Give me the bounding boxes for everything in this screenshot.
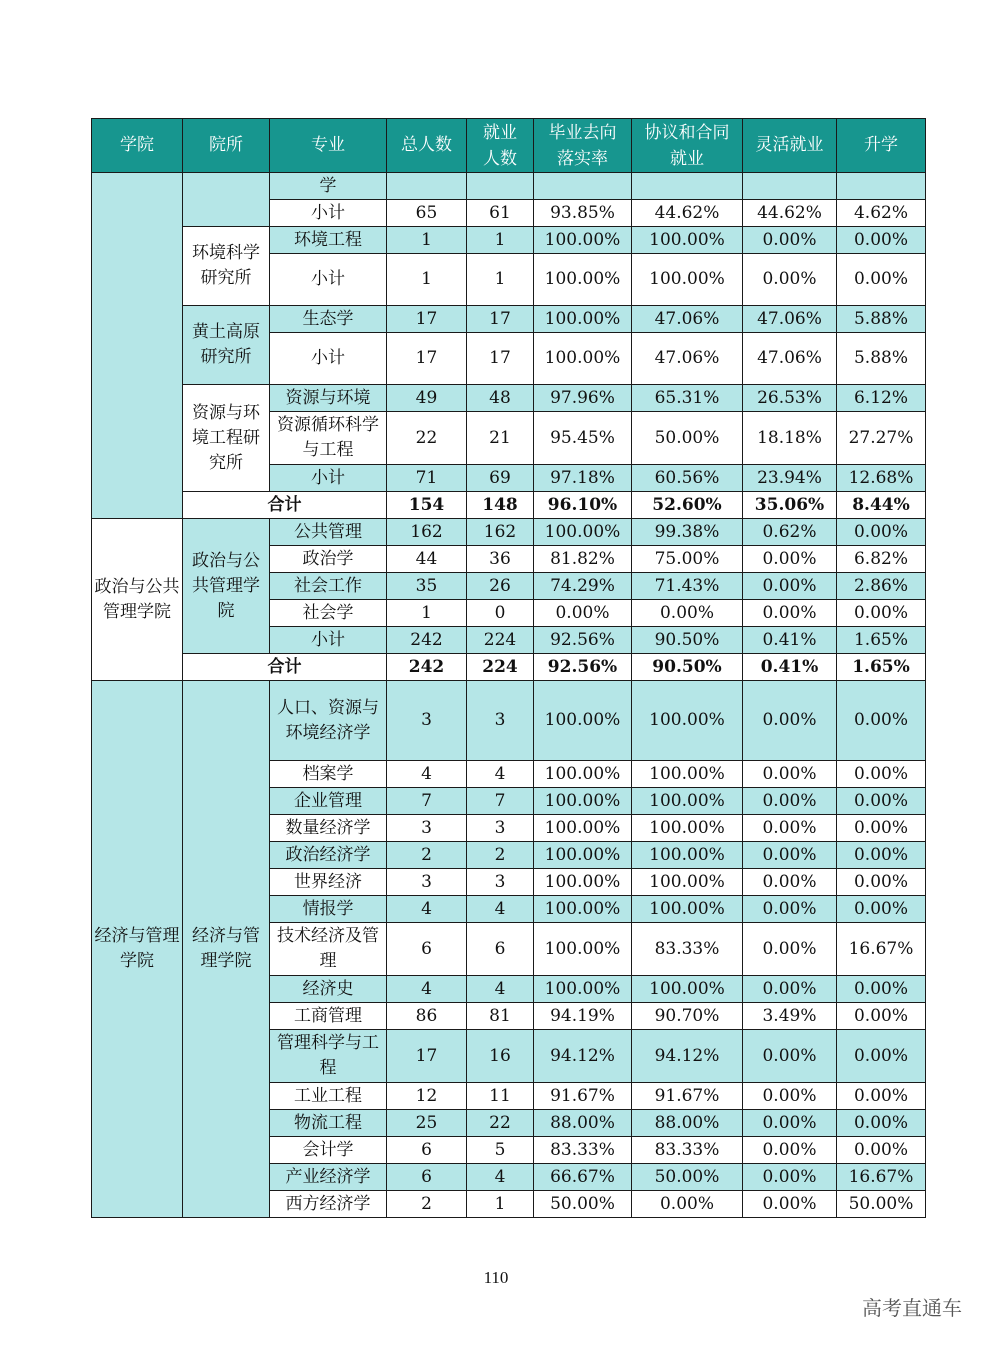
total-cell: 154 (387, 492, 467, 519)
further-cell: 0.00% (837, 1003, 926, 1030)
employed-cell: 3 (467, 815, 534, 842)
total-cell: 71 (387, 465, 467, 492)
employed-cell: 162 (467, 519, 534, 546)
header-employed-line2: 人数 (483, 148, 517, 169)
total-cell: 1 (387, 600, 467, 627)
flexible-cell: 26.53% (743, 385, 837, 412)
institute-cell (183, 173, 270, 227)
contract-cell: 100.00% (632, 761, 743, 788)
total-cell: 65 (387, 200, 467, 227)
major-cell: 人口、资源与环境经济学 (270, 681, 387, 761)
contract-cell: 50.00% (632, 412, 743, 465)
header-rate-line2: 落实率 (557, 148, 608, 169)
contract-cell: 100.00% (632, 227, 743, 254)
contract-cell: 100.00% (632, 842, 743, 869)
total-cell: 2 (387, 1191, 467, 1218)
header-rate (534, 119, 632, 173)
further-cell: 0.00% (837, 788, 926, 815)
table-row (92, 306, 926, 333)
rate-cell: 50.00% (534, 1191, 632, 1218)
rate-cell: 100.00% (534, 923, 632, 976)
employed-cell: 22 (467, 1110, 534, 1137)
total-cell: 6 (387, 1164, 467, 1191)
total-cell: 3 (387, 869, 467, 896)
total-cell: 7 (387, 788, 467, 815)
total-cell: 44 (387, 546, 467, 573)
employed-cell: 1 (467, 1191, 534, 1218)
contract-cell: 0.00% (632, 1191, 743, 1218)
major-cell: 世界经济 (270, 869, 387, 896)
rate-cell: 96.10% (534, 492, 632, 519)
header-contract-line1: 协议和合同 (644, 122, 730, 143)
employed-cell: 4 (467, 1164, 534, 1191)
rate-cell: 95.45% (534, 412, 632, 465)
header-contract (632, 119, 743, 173)
table-row (92, 681, 926, 761)
employed-cell: 81 (467, 1003, 534, 1030)
further-cell: 0.00% (837, 600, 926, 627)
rate-cell: 100.00% (534, 254, 632, 306)
institute-cell: 资源与环境工程研究所 (183, 385, 270, 492)
total-cell: 1 (387, 254, 467, 306)
flexible-cell: 0.41% (743, 654, 837, 681)
rate-cell: 97.18% (534, 465, 632, 492)
total-label: 合计 (183, 492, 387, 519)
total-cell: 17 (387, 306, 467, 333)
total-cell: 17 (387, 1030, 467, 1083)
rate-cell: 100.00% (534, 227, 632, 254)
major-cell: 政治学 (270, 546, 387, 573)
major-cell: 物流工程 (270, 1110, 387, 1137)
flexible-cell: 0.00% (743, 1164, 837, 1191)
flexible-cell: 0.00% (743, 761, 837, 788)
rate-cell: 100.00% (534, 869, 632, 896)
rate-cell: 100.00% (534, 788, 632, 815)
employed-cell: 2 (467, 842, 534, 869)
contract-cell: 100.00% (632, 815, 743, 842)
further-cell: 5.88% (837, 306, 926, 333)
rate-cell: 93.85% (534, 200, 632, 227)
college-cell (92, 173, 183, 519)
employed-cell: 17 (467, 333, 534, 385)
rate-cell: 94.12% (534, 1030, 632, 1083)
rate-cell: 74.29% (534, 573, 632, 600)
flexible-cell: 0.41% (743, 627, 837, 654)
flexible-cell: 35.06% (743, 492, 837, 519)
major-cell: 资源与环境 (270, 385, 387, 412)
institute-cell: 经济与管理学院 (183, 681, 270, 1218)
further-cell: 0.00% (837, 896, 926, 923)
contract-cell: 52.60% (632, 492, 743, 519)
contract-cell: 71.43% (632, 573, 743, 600)
employed-cell: 224 (467, 654, 534, 681)
rate-cell: 91.67% (534, 1083, 632, 1110)
header-college: 学院 (92, 119, 183, 173)
further-cell: 0.00% (837, 976, 926, 1003)
flexible-cell: 3.49% (743, 1003, 837, 1030)
major-cell: 档案学 (270, 761, 387, 788)
employed-cell: 61 (467, 200, 534, 227)
flexible-cell: 0.00% (743, 1137, 837, 1164)
further-cell: 6.82% (837, 546, 926, 573)
header-row (92, 119, 926, 173)
flexible-cell: 0.00% (743, 573, 837, 600)
total-cell: 1 (387, 227, 467, 254)
total-cell: 12 (387, 1083, 467, 1110)
header-employed (467, 119, 534, 173)
employed-cell: 21 (467, 412, 534, 465)
major-cell: 环境工程 (270, 227, 387, 254)
further-cell: 50.00% (837, 1191, 926, 1218)
table-row (92, 385, 926, 412)
contract-cell: 100.00% (632, 681, 743, 761)
employed-cell: 3 (467, 681, 534, 761)
contract-cell: 47.06% (632, 306, 743, 333)
watermark: 高考直通车 (862, 1296, 962, 1320)
further-cell: 0.00% (837, 227, 926, 254)
institute-cell: 黄土高原研究所 (183, 306, 270, 385)
header-contract-line2: 就业 (670, 148, 704, 169)
header-total: 总人数 (387, 119, 467, 173)
major-cell: 社会学 (270, 600, 387, 627)
further-cell: 2.86% (837, 573, 926, 600)
total-cell: 2 (387, 842, 467, 869)
flexible-cell: 0.00% (743, 788, 837, 815)
employed-cell: 48 (467, 385, 534, 412)
flexible-cell: 0.00% (743, 1030, 837, 1083)
major-cell: 产业经济学 (270, 1164, 387, 1191)
employed-cell: 16 (467, 1030, 534, 1083)
rate-cell: 100.00% (534, 681, 632, 761)
major-cell: 情报学 (270, 896, 387, 923)
employed-cell: 224 (467, 627, 534, 654)
employed-cell: 1 (467, 254, 534, 306)
table-row (92, 227, 926, 254)
major-cell: 会计学 (270, 1137, 387, 1164)
contract-cell: 44.62% (632, 200, 743, 227)
major-cell: 工业工程 (270, 1083, 387, 1110)
rate-cell (534, 173, 632, 200)
contract-cell: 0.00% (632, 600, 743, 627)
further-cell: 12.68% (837, 465, 926, 492)
contract-cell (632, 173, 743, 200)
flexible-cell: 44.62% (743, 200, 837, 227)
contract-cell: 50.00% (632, 1164, 743, 1191)
further-cell: 1.65% (837, 654, 926, 681)
total-cell: 4 (387, 761, 467, 788)
further-cell: 0.00% (837, 1083, 926, 1110)
contract-cell: 88.00% (632, 1110, 743, 1137)
total-label: 合计 (183, 654, 387, 681)
employed-cell: 3 (467, 869, 534, 896)
employment-table (91, 118, 926, 1218)
flexible-cell: 0.00% (743, 254, 837, 306)
rate-cell: 100.00% (534, 519, 632, 546)
major-cell: 小计 (270, 465, 387, 492)
contract-cell: 90.50% (632, 627, 743, 654)
total-cell: 86 (387, 1003, 467, 1030)
further-cell: 4.62% (837, 200, 926, 227)
employed-cell: 7 (467, 788, 534, 815)
major-cell: 工商管理 (270, 1003, 387, 1030)
further-cell: 5.88% (837, 333, 926, 385)
major-cell: 技术经济及管理 (270, 923, 387, 976)
institute-cell: 政治与公共管理学院 (183, 519, 270, 654)
further-cell: 6.12% (837, 385, 926, 412)
rate-cell: 100.00% (534, 761, 632, 788)
rate-cell: 100.00% (534, 333, 632, 385)
rate-cell: 94.19% (534, 1003, 632, 1030)
flexible-cell: 0.00% (743, 869, 837, 896)
major-cell: 政治经济学 (270, 842, 387, 869)
contract-cell: 65.31% (632, 385, 743, 412)
contract-cell: 91.67% (632, 1083, 743, 1110)
employed-cell (467, 173, 534, 200)
major-cell: 经济史 (270, 976, 387, 1003)
further-cell: 0.00% (837, 519, 926, 546)
further-cell: 0.00% (837, 254, 926, 306)
employed-cell: 69 (467, 465, 534, 492)
major-cell: 资源循环科学与工程 (270, 412, 387, 465)
contract-cell: 100.00% (632, 976, 743, 1003)
header-flexible: 灵活就业 (743, 119, 837, 173)
major-cell: 生态学 (270, 306, 387, 333)
employed-cell: 4 (467, 896, 534, 923)
rate-cell: 100.00% (534, 842, 632, 869)
header-major: 专业 (270, 119, 387, 173)
header-employed-line1: 就业 (483, 122, 517, 143)
further-cell: 16.67% (837, 1164, 926, 1191)
rate-cell: 92.56% (534, 654, 632, 681)
header-further: 升学 (837, 119, 926, 173)
further-cell: 0.00% (837, 761, 926, 788)
flexible-cell: 47.06% (743, 306, 837, 333)
contract-cell: 100.00% (632, 869, 743, 896)
total-cell: 242 (387, 654, 467, 681)
contract-cell: 83.33% (632, 1137, 743, 1164)
contract-cell: 100.00% (632, 788, 743, 815)
further-cell: 0.00% (837, 1110, 926, 1137)
further-cell: 0.00% (837, 681, 926, 761)
total-cell: 35 (387, 573, 467, 600)
rate-cell: 0.00% (534, 600, 632, 627)
total-cell: 4 (387, 976, 467, 1003)
contract-cell: 60.56% (632, 465, 743, 492)
employed-cell: 4 (467, 761, 534, 788)
total-row (92, 654, 926, 681)
flexible-cell: 0.00% (743, 227, 837, 254)
rate-cell: 97.96% (534, 385, 632, 412)
major-cell: 数量经济学 (270, 815, 387, 842)
flexible-cell: 18.18% (743, 412, 837, 465)
major-cell: 管理科学与工程 (270, 1030, 387, 1083)
flexible-cell: 0.00% (743, 546, 837, 573)
flexible-cell: 0.00% (743, 976, 837, 1003)
flexible-cell: 0.00% (743, 600, 837, 627)
employed-cell: 5 (467, 1137, 534, 1164)
total-cell: 4 (387, 896, 467, 923)
total-cell: 242 (387, 627, 467, 654)
employed-cell: 11 (467, 1083, 534, 1110)
flexible-cell: 0.62% (743, 519, 837, 546)
flexible-cell: 23.94% (743, 465, 837, 492)
total-cell: 25 (387, 1110, 467, 1137)
major-cell: 小计 (270, 627, 387, 654)
page-number: 110 (483, 1268, 509, 1287)
employed-cell: 36 (467, 546, 534, 573)
table-row (92, 173, 926, 200)
flexible-cell: 0.00% (743, 1191, 837, 1218)
flexible-cell: 0.00% (743, 896, 837, 923)
flexible-cell: 0.00% (743, 815, 837, 842)
contract-cell: 90.70% (632, 1003, 743, 1030)
rate-cell: 92.56% (534, 627, 632, 654)
college-cell: 政治与公共管理学院 (92, 519, 183, 681)
rate-cell: 100.00% (534, 815, 632, 842)
contract-cell: 75.00% (632, 546, 743, 573)
major-cell: 小计 (270, 333, 387, 385)
total-cell (387, 173, 467, 200)
total-cell: 17 (387, 333, 467, 385)
table-row (92, 519, 926, 546)
further-cell: 16.67% (837, 923, 926, 976)
rate-cell: 100.00% (534, 896, 632, 923)
employed-cell: 148 (467, 492, 534, 519)
employed-cell: 26 (467, 573, 534, 600)
flexible-cell: 0.00% (743, 842, 837, 869)
total-cell: 6 (387, 923, 467, 976)
contract-cell: 99.38% (632, 519, 743, 546)
rate-cell: 83.33% (534, 1137, 632, 1164)
contract-cell: 100.00% (632, 896, 743, 923)
further-cell: 0.00% (837, 815, 926, 842)
major-cell: 小计 (270, 200, 387, 227)
rate-cell: 100.00% (534, 306, 632, 333)
rate-cell: 66.67% (534, 1164, 632, 1191)
further-cell: 0.00% (837, 1030, 926, 1083)
total-cell: 162 (387, 519, 467, 546)
contract-cell: 47.06% (632, 333, 743, 385)
further-cell: 0.00% (837, 842, 926, 869)
further-cell: 1.65% (837, 627, 926, 654)
further-cell: 27.27% (837, 412, 926, 465)
rate-cell: 100.00% (534, 976, 632, 1003)
total-cell: 22 (387, 412, 467, 465)
further-cell: 8.44% (837, 492, 926, 519)
further-cell: 0.00% (837, 869, 926, 896)
flexible-cell: 47.06% (743, 333, 837, 385)
employed-cell: 1 (467, 227, 534, 254)
contract-cell: 100.00% (632, 254, 743, 306)
employed-cell: 0 (467, 600, 534, 627)
flexible-cell: 0.00% (743, 681, 837, 761)
contract-cell: 90.50% (632, 654, 743, 681)
institute-cell: 环境科学研究所 (183, 227, 270, 306)
flexible-cell: 0.00% (743, 923, 837, 976)
contract-cell: 83.33% (632, 923, 743, 976)
total-cell: 49 (387, 385, 467, 412)
flexible-cell (743, 173, 837, 200)
header-institute: 院所 (183, 119, 270, 173)
major-cell: 小计 (270, 254, 387, 306)
employed-cell: 17 (467, 306, 534, 333)
flexible-cell: 0.00% (743, 1083, 837, 1110)
college-cell: 经济与管理学院 (92, 681, 183, 1218)
major-cell: 社会工作 (270, 573, 387, 600)
further-cell (837, 173, 926, 200)
major-cell: 学 (270, 173, 387, 200)
major-cell: 企业管理 (270, 788, 387, 815)
rate-cell: 88.00% (534, 1110, 632, 1137)
further-cell: 0.00% (837, 1137, 926, 1164)
employed-cell: 4 (467, 976, 534, 1003)
employed-cell: 6 (467, 923, 534, 976)
major-cell: 西方经济学 (270, 1191, 387, 1218)
header-rate-line1: 毕业去向 (548, 122, 617, 143)
rate-cell: 81.82% (534, 546, 632, 573)
total-cell: 3 (387, 815, 467, 842)
flexible-cell: 0.00% (743, 1110, 837, 1137)
total-row (92, 492, 926, 519)
major-cell: 公共管理 (270, 519, 387, 546)
total-cell: 6 (387, 1137, 467, 1164)
total-cell: 3 (387, 681, 467, 761)
contract-cell: 94.12% (632, 1030, 743, 1083)
